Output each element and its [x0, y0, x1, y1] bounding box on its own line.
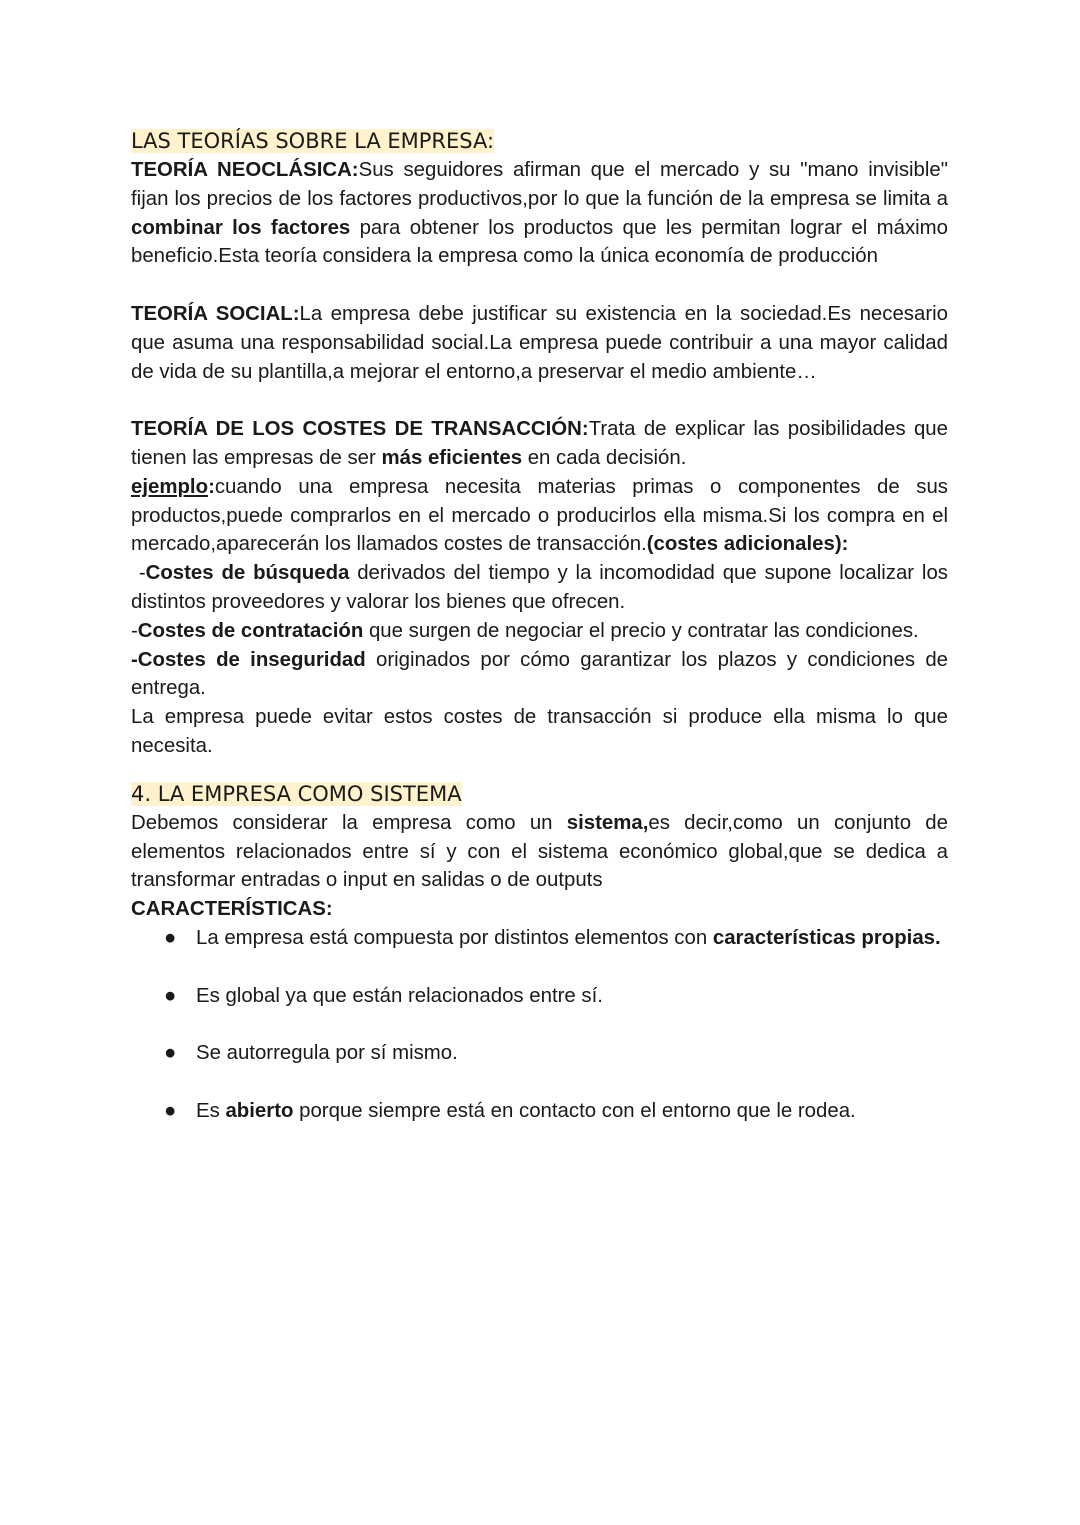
list-item: ● Se autorregula por sí mismo.: [131, 1039, 948, 1068]
bullet-icon: ●: [164, 1099, 177, 1122]
paragraph-social: TEORÍA SOCIAL:La empresa debe justificar su existencia en la sociedad.Es necesario que asuma una responsabilidad social.La empresa puede contribuir a una mayor calidad de vida de su plantilla,a mejorar el entorno,a preservar el medio ambiente…: [131, 302, 948, 383]
bullet-icon: ●: [164, 984, 177, 1007]
coste-contratacion: -Costes de contratación que surgen de negociar el precio y contratar las condiciones.: [131, 619, 919, 642]
paragraph-sistema: Debemos considerar la empresa como un sistema,es decir,como un conjunto de elementos relacionados entre sí y con el sistema económico global,que se dedica a transformar entradas o input en salidas o de outputs: [131, 811, 948, 892]
list-item: ● Es global ya que están relacionados entre sí.: [131, 982, 948, 1011]
document-page: [131, 126, 948, 1126]
list-item: ● La empresa está compuesta por distintos elementos con características propias.: [131, 924, 948, 953]
section-heading-teorias: LAS TEORÍAS SOBRE LA EMPRESA:: [131, 129, 495, 153]
paragraph-transaccion: TEORÍA DE LOS COSTES DE TRANSACCIÓN:Trata de explicar las posibilidades que tienen las empresas de ser más eficientes en cada decisión.: [131, 418, 948, 469]
list-item: ● Es abierto porque siempre está en contacto con el entorno que le rodea.: [131, 1097, 948, 1126]
paragraph-neoclasica: TEORÍA NEOCLÁSICA:Sus seguidores afirman que el mercado y su "mano invisible" fijan los precios de los factores productivos,por lo que la función de la empresa se limita a combinar los factores para obtener los productos que les permitan lograr el máximo beneficio.Esta teoría considera la empresa como la única economía de producción: [131, 159, 948, 268]
paragraph-ejemplo: ejemplo:cuando una empresa necesita materias primas o componentes de sus productos,puede comprarlos en el mercado o producirlos ella misma.Si los compra en el mercado,aparecerán los llamados costes de transacción.(costes adicionales):: [131, 475, 948, 556]
paragraph-conclusion: La empresa puede evitar estos costes de transacción si produce ella misma lo que necesita.: [131, 706, 948, 757]
caracteristicas-label: CARACTERÍSTICAS:: [131, 898, 333, 921]
bullet-icon: ●: [164, 926, 177, 949]
bullet-icon: ●: [164, 1042, 177, 1065]
coste-busqueda: -Costes de búsqueda derivados del tiempo y la incomodidad que supone localizar los distintos proveedores y valorar los bienes que ofrecen.: [131, 562, 948, 613]
section-heading-sistema: 4. LA EMPRESA COMO SISTEMA: [131, 781, 462, 806]
coste-inseguridad: -Costes de inseguridad originados por cómo garantizar los plazos y condiciones de entrega.: [131, 648, 948, 700]
caracteristicas-list: [131, 924, 948, 1126]
